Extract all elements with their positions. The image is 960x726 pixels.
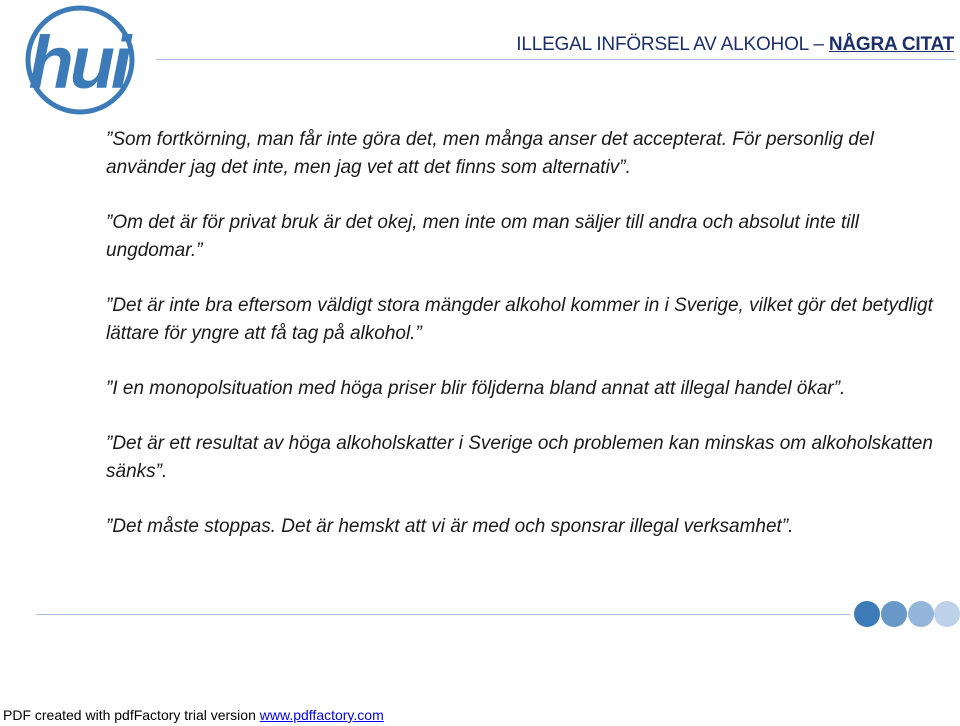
hui-logo [22, 4, 138, 116]
pdf-credit-text: PDF created with pdfFactory trial version [3, 707, 260, 723]
quote-1: ”Som fortkörning, man får inte göra det, men många anser det accepterat. För personlig del använder jag det inte, men jag vet att det finns som alternativ”. [106, 129, 874, 178]
dot-2 [881, 601, 907, 627]
quote-4: ”I en monopolsituation med höga priser blir följderna bland annat att illegal handel ökar”. [106, 378, 846, 399]
logo-text: hui [28, 21, 128, 104]
page-title [516, 34, 954, 56]
header-divider [156, 59, 956, 60]
page-title-highlight: NÅGRA CITAT [828, 34, 954, 55]
hui-logo-icon [22, 4, 138, 116]
quote-2: ”Om det är för privat bruk är det okej, men inte om man säljer till andra och absolut inte till ungdomar.” [106, 212, 859, 261]
quote-5: ”Det är ett resultat av höga alkoholskatter i Sverige och problemen kan minskas om alkoholskatten sänks”. [106, 433, 933, 482]
pdf-credit-link[interactable]: www.pdffactory.com [259, 707, 384, 723]
pdf-credit [3, 707, 384, 723]
dot-4 [934, 601, 960, 627]
page-title-prefix: ILLEGAL INFÖRSEL AV ALKOHOL – [516, 34, 829, 55]
quote-6: ”Det måste stoppas. Det är hemskt att vi är med och sponsrar illegal verksamhet”. [106, 516, 794, 537]
decorative-dots [854, 601, 960, 627]
quote-3: ”Det är inte bra eftersom väldigt stora mängder alkohol kommer in i Sverige, vilket gör det betydligt lättare för yngre att få tag på alkohol.” [106, 295, 933, 344]
footer-divider [36, 614, 850, 615]
quote-list [106, 126, 936, 568]
dot-1 [854, 601, 880, 627]
dot-3 [908, 601, 934, 627]
